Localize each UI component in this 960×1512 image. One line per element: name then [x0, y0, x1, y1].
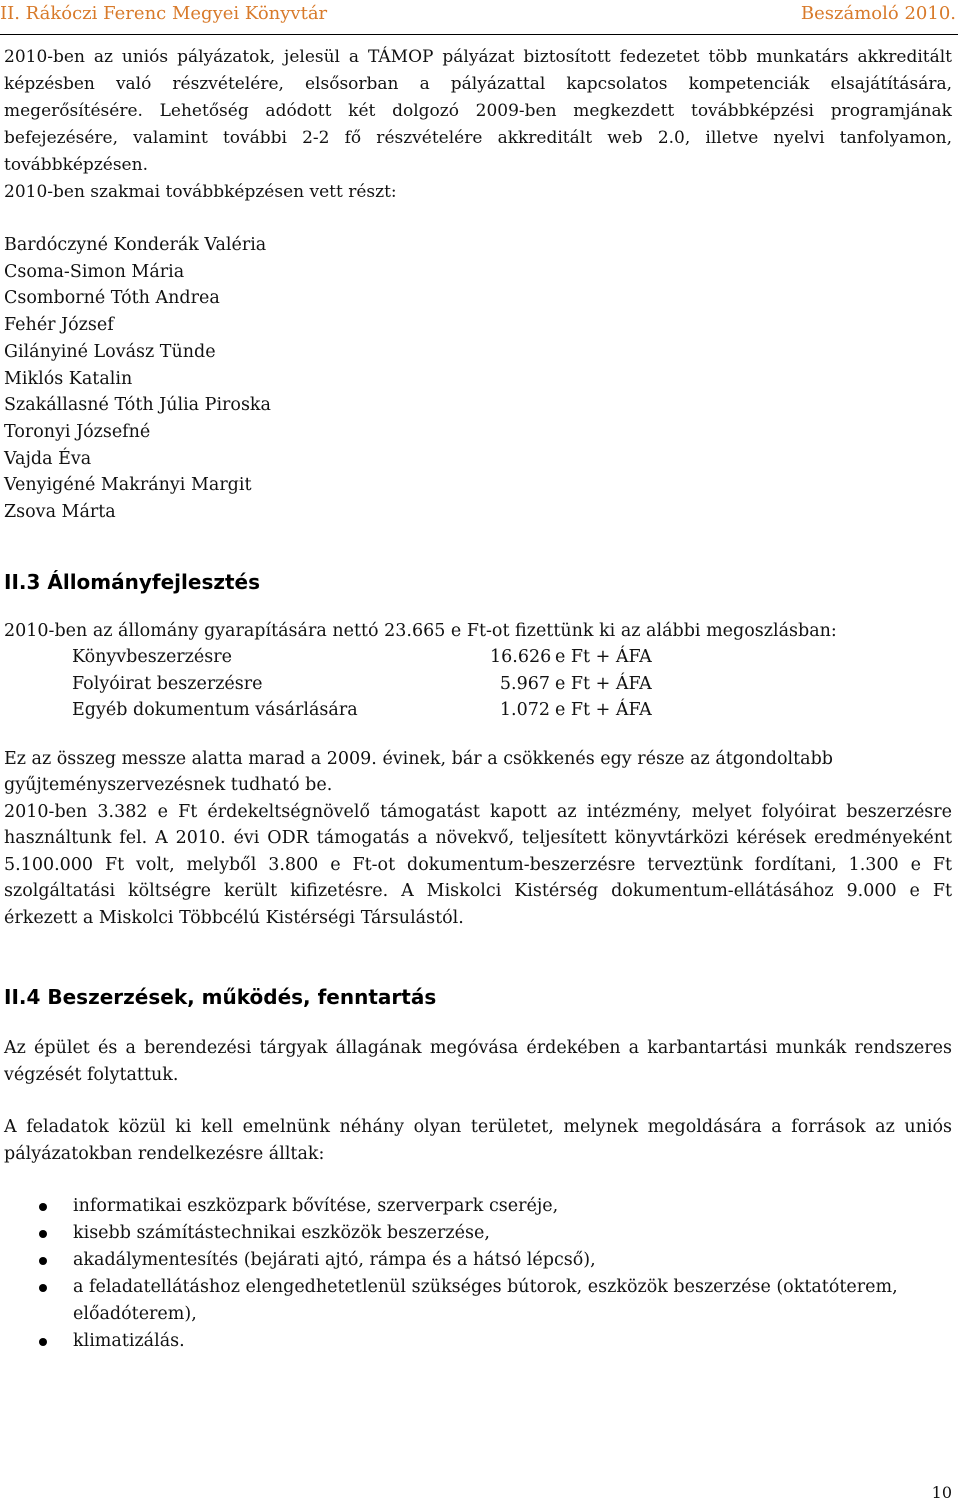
acquisition-label: Könyvbeszerzésre: [72, 647, 232, 668]
participant-name: Csomborné Tóth Andrea: [4, 288, 220, 309]
intro-paragraph: 2010-ben az uniós pályázatok, jelesül a TÁMOP pályázat biztosított fedezetet több munkatárs akkreditált képzésben való részvételére, elsősorban a pályázattal kapcsolatos kompetenciák elsajátítására, megerősítésére. Lehetőség adódott két dolgozó 2009-ben megkezdett továbbképzési programjának befejezésére, valamint további 2-2 fő részvételére akkreditált web 2.0, illetve nyelvi tanfolyamon, továbbképzésen.: [4, 47, 952, 175]
acquisition-row: [4, 671, 952, 698]
acquisition-table: [4, 644, 952, 724]
list-item: [4, 1328, 952, 1355]
list-item: [4, 1193, 952, 1220]
header-library-name: II. Rákóczi Ferenc Megyei Könyvtár: [0, 3, 328, 24]
list-item-text: a feladatellátáshoz elengedhetetlenül szükséges bútorok, eszközök beszerzése (oktatóterem, előadóterem),: [73, 1277, 898, 1325]
acquisition-label: Egyéb dokumentum vásárlására: [72, 700, 358, 721]
participant-name: Toronyi Józsefné: [4, 421, 151, 442]
acquisition-row: [4, 644, 952, 671]
acquisition-unit: e Ft + ÁFA: [555, 647, 652, 668]
acquisition-amount: 5.967: [499, 673, 550, 694]
participant-name: Gilányiné Lovász Tünde: [4, 341, 216, 362]
participant-name: Szakállasné Tóth Júlia Piroska: [4, 395, 271, 416]
header-report-title: Beszámoló 2010.: [800, 3, 956, 24]
section-4-paragraph-1: Az épület és a berendezési tárgyak állagának megóvása érdekében a karbantartási munkák rendszeres végzését folytattuk.: [4, 1038, 952, 1085]
bullet-list: [4, 1193, 952, 1355]
bullet-icon: [39, 1257, 47, 1265]
participant-name: Bardóczyné Konderák Valéria: [4, 235, 267, 255]
participants-list: [4, 232, 952, 526]
section-3-note-2: 2010-ben 3.382 e Ft érdekeltségnövelő támogatást kapott az intézmény, melyet folyóirat beszerzésre használtunk fel. A 2010. évi ODR támogatás a növekvő, teljesített könyvtárközi kérések eredményeként 5.100.000 Ft volt, melyből 3.800 e Ft-ot dokumentum-beszerzésre terveztünk fordítani, 1.300 e Ft szolgáltatási költségre került kifizetésre. A Miskolci Kistérség dokumentum-ellátásához 9.000 e Ft érkezett a Miskolci Többcélú Kistérségi Társulástól.: [4, 801, 952, 928]
list-item-text: kisebb számítástechnikai eszközök beszerzése,: [73, 1223, 490, 1244]
acquisition-amount: 1.072: [499, 700, 550, 721]
section-4-paragraph-2: A feladatok közül ki kell emelnünk néhány olyan területet, melynek megoldására a források az uniós pályázatokban rendelkezésre álltak:: [4, 1117, 952, 1164]
participants-intro: 2010-ben szakmai továbbképzésen vett részt:: [4, 182, 397, 202]
acquisition-row: [4, 697, 952, 724]
section-3-title: II.3 Állományfejlesztés: [4, 569, 261, 594]
acquisition-unit: e Ft + ÁFA: [555, 700, 652, 721]
list-item-text: klimatizálás.: [73, 1331, 185, 1352]
participant-name: Vajda Éva: [4, 448, 92, 469]
participant-name: Zsova Márta: [4, 502, 116, 523]
bullet-icon: [39, 1203, 47, 1211]
list-item-text: akadálymentesítés (bejárati ajtó, rámpa és a hátsó lépcső),: [73, 1250, 596, 1271]
section-3-note-1: Ez az összeg messze alatta marad a 2009. évinek, bár a csökkenés egy része az átgondoltabb gyűjteményszervezésnek tudható be.: [4, 748, 833, 796]
participant-name: Fehér József: [4, 315, 114, 336]
list-item: [4, 1220, 952, 1247]
acquisition-amount: 16.626: [490, 647, 552, 668]
page-number: 10: [931, 1483, 952, 1502]
list-item: [4, 1274, 952, 1328]
participant-name: Venyigéné Makrányi Margit: [4, 475, 252, 496]
bullet-icon: [39, 1284, 47, 1292]
page-header: [0, 0, 958, 35]
acquisition-unit: e Ft + ÁFA: [555, 673, 652, 694]
bullet-icon: [39, 1338, 47, 1346]
list-item-text: informatikai eszközpark bővítése, szerverpark cseréje,: [73, 1196, 559, 1217]
acquisition-label: Folyóirat beszerzésre: [72, 673, 263, 694]
document-body: [4, 44, 952, 1355]
section-4-title: II.4 Beszerzések, működés, fenntartás: [4, 985, 437, 1010]
participant-name: Csoma-Simon Mária: [4, 261, 185, 282]
list-item: [4, 1247, 952, 1274]
bullet-icon: [39, 1230, 47, 1238]
participant-name: Miklós Katalin: [4, 368, 133, 389]
section-3-intro: 2010-ben az állomány gyarapítására nettó 23.665 e Ft-ot fizettünk ki az alábbi megoszlásban:: [4, 620, 837, 641]
